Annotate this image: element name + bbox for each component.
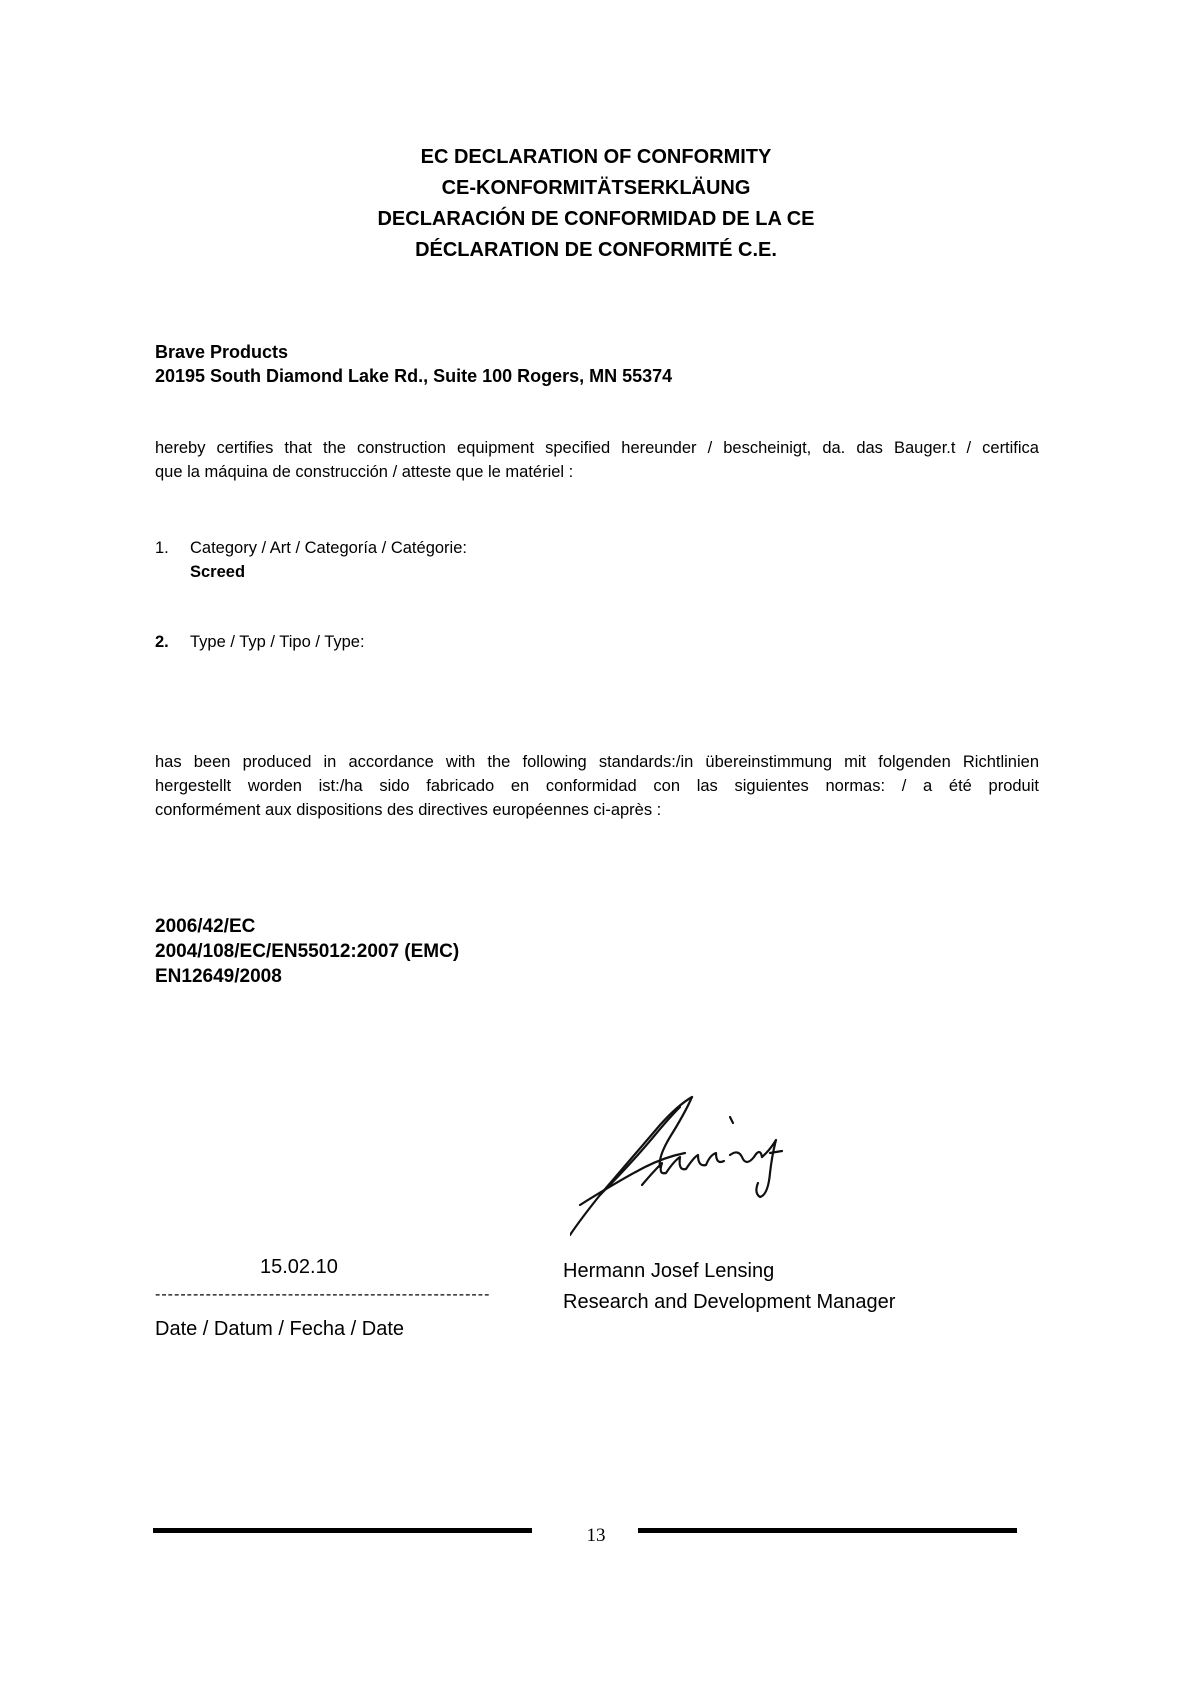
standards-line-2: hergestellt worden ist:/ha sido fabricado en conformidad con las siguientes normas: / a été produit	[155, 777, 1039, 795]
standards-line-3: conformément aux dispositions des directives européennes ci-après :	[155, 801, 662, 819]
type-number: 2.	[155, 633, 169, 651]
declaration-title	[0, 142, 1192, 266]
category-label: Category / Art / Categoría / Catégorie:	[190, 539, 467, 557]
title-line-en: EC DECLARATION OF CONFORMITY	[420, 146, 772, 168]
standards-paragraph	[155, 750, 1039, 822]
title-line-es: DECLARACIÓN DE CONFORMIDAD DE LA CE	[377, 208, 815, 230]
signer-name: Hermann Josef Lensing	[563, 1260, 775, 1282]
date-signature-line: -----------------------------------------------------	[155, 1286, 491, 1303]
company-name: Brave Products	[155, 342, 289, 362]
company-block	[155, 340, 672, 388]
category-item	[155, 536, 467, 584]
standard-item: EN12649/2008	[155, 966, 282, 987]
signer-block	[563, 1256, 895, 1318]
certifies-line-1: hereby certifies that the construction equipment specified hereunder / bescheinigt, da. das Bauger.t / certifica	[155, 439, 1039, 457]
date-label: Date / Datum / Fecha / Date	[155, 1318, 404, 1340]
standard-item: 2004/108/EC/EN55012:2007 (EMC)	[155, 941, 460, 962]
type-label: Type / Typ / Tipo / Type:	[190, 633, 365, 651]
title-line-fr: DÉCLARATION DE CONFORMITÉ C.E.	[415, 239, 777, 261]
date-value: 15.02.10	[260, 1256, 338, 1278]
type-item	[155, 630, 365, 654]
signature-image	[570, 1095, 830, 1245]
certifies-line-2: que la máquina de construcción / atteste que le matériel :	[155, 463, 574, 481]
title-line-de: CE-KONFORMITÄTSERKLÄUNG	[441, 177, 751, 199]
standard-item: 2006/42/EC	[155, 916, 256, 937]
category-number: 1.	[155, 539, 169, 557]
company-address: 20195 South Diamond Lake Rd., Suite 100 Rogers, MN 55374	[155, 366, 673, 386]
certifies-paragraph	[155, 436, 1039, 484]
category-value: Screed	[190, 563, 246, 581]
standards-line-1: has been produced in accordance with the following standards:/in übereinstimmung mit folgenden Richtlinien	[155, 753, 1039, 771]
page-number: 13	[586, 1525, 606, 1546]
footer-rule-right	[638, 1528, 1017, 1533]
signer-title: Research and Development Manager	[563, 1291, 896, 1313]
standards-list	[155, 914, 459, 989]
